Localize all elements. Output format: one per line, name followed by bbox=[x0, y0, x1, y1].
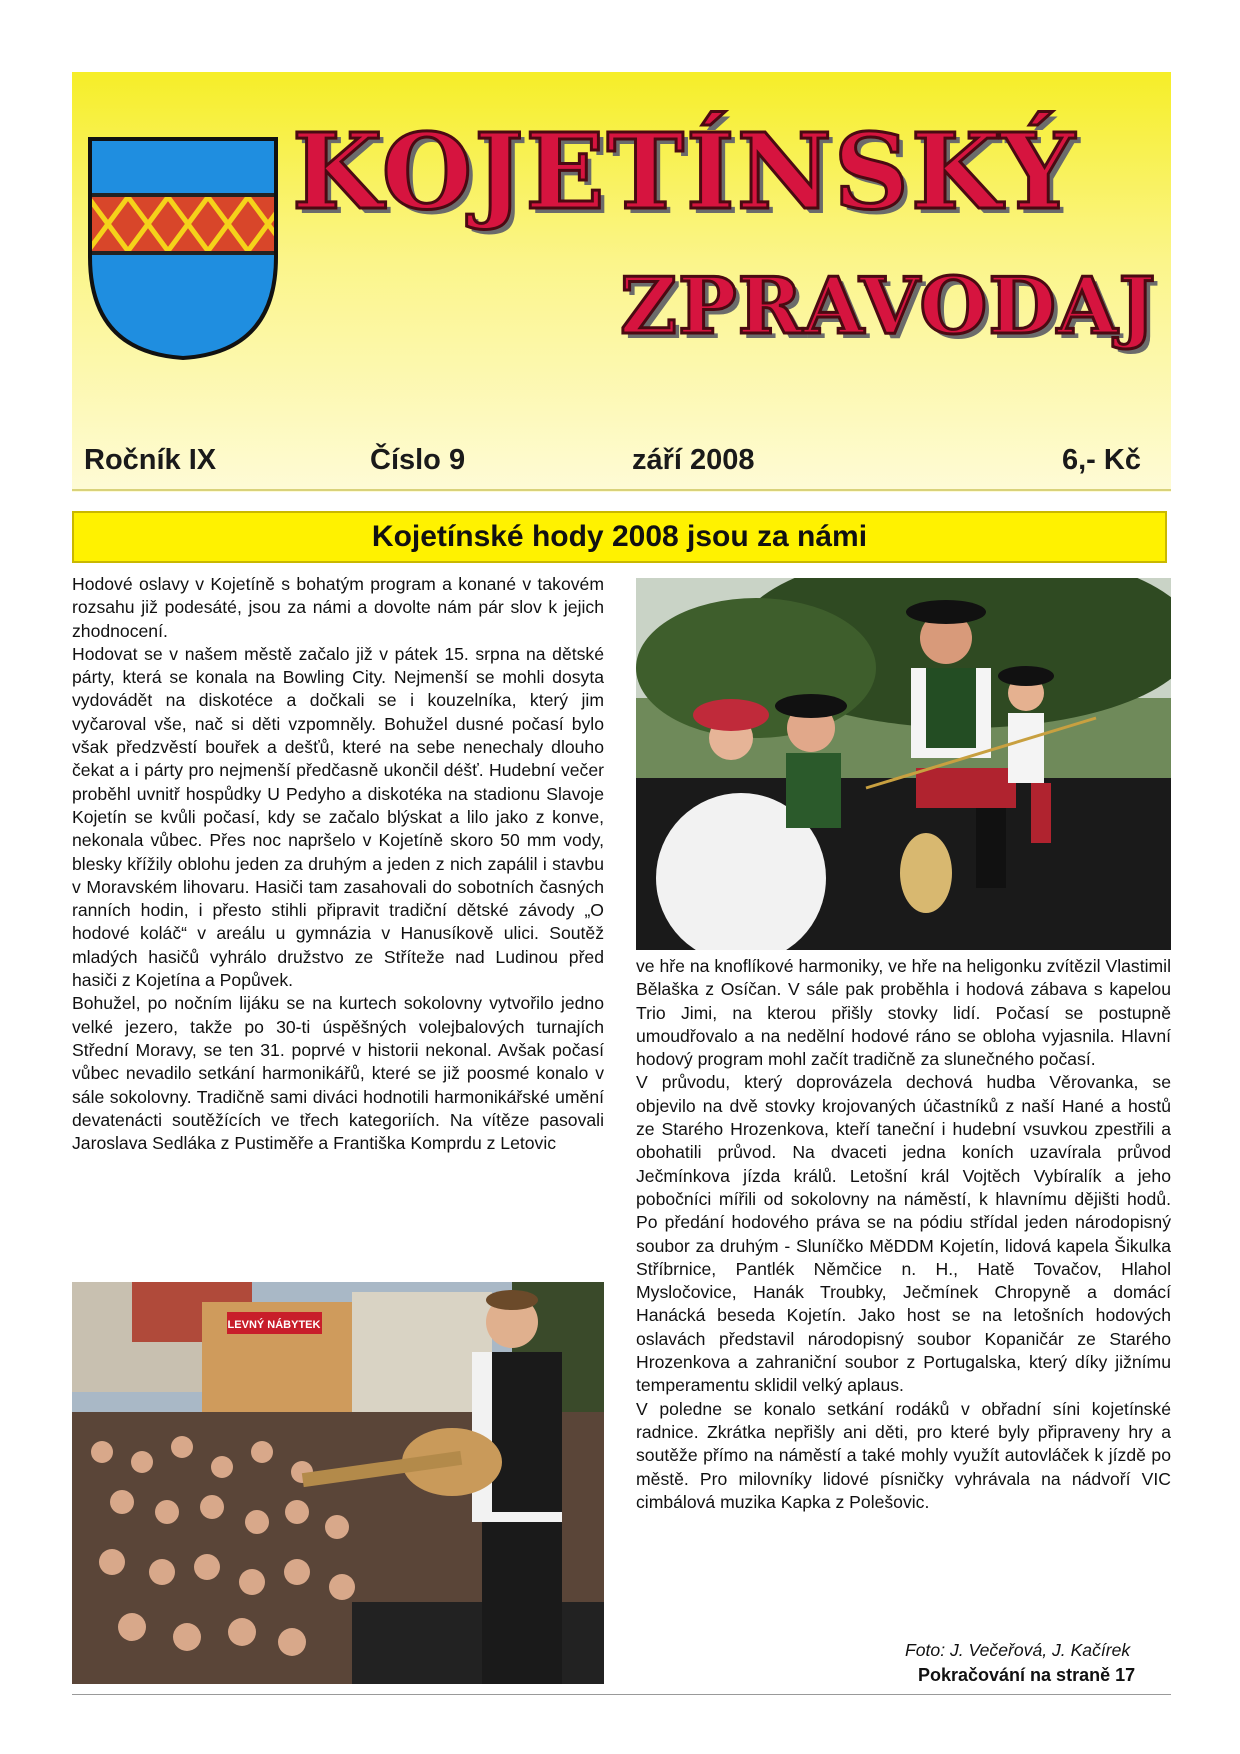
photo-carriage bbox=[636, 578, 1171, 950]
paragraph: V průvodu, který doprovázela dechová hudba Věrovanka, se objevilo na dvě stovky krojovaných účastníků z naší Hané a hostů ze Starého Hrozenkova, kteří taneční i hudební vsuvkou zpestřili a obohatili průvod. Na dvaceti jedna koních uzavírala průvod Ječmínkova jízda králů. Letošní král Vojtěch Vybíralík a jeho pobočníci mířili od sokolovny na náměstí, k hlavnímu dějišti hodů. Po předání hodového práva se na pódiu střídal jeden národopisný soubor za druhým - Sluníčko MěDDM Kojetín, lidová kapela Šikulka Stříbrnice, Pantlék Němčice n. H., Hatě Tovačov, Hlahol Mysločovice, Hanák Troubky, Ječmínek Chropyně a domácí Hanácká beseda Kojetín. Jako host se na letošních hodových oslavách představil národopisný soubor Kopaničár ze Starého Hrozenkova a zahraniční soubor z Portugalska, který díky jižnímu temperamentu sklidil velký aplaus. bbox=[636, 1072, 1171, 1396]
paragraph: Bohužel, po nočním lijáku se na kurtech sokolovny vytvořilo jedno velké jezero, takže po 30-ti úspěšných volejbalových turnajích Střední Moravy, se ten 31. poprvé v historii nekonal. Avšak počasí vůbec nevadilo setkání harmonikářů, které se již poosmé konalo v sále sokolovny. Tradičně sami diváci hodnotili harmonikářské umění devatenácti soutěžících ve třech kategoriích. Na vítěze pasovali Jaroslava Sedláka z Pustiměře a Františka Komprdu z Letovic bbox=[72, 993, 604, 1154]
continuation-note[interactable]: Pokračování na straně 17 bbox=[918, 1665, 1136, 1685]
issue-number: Číslo 9 bbox=[370, 444, 466, 476]
photo-concert bbox=[72, 1282, 604, 1684]
coat-of-arms-icon bbox=[88, 137, 278, 360]
paragraph: Hodové oslavy v Kojetíně s bohatým program a konané v takovém rozsahu již podesáté, jsou za námi a dovolte nám pár slov k jejich zhodnocení. bbox=[72, 574, 604, 641]
paragraph: V poledne se konalo setkání rodáků v obřadní síni kojetínské radnice. Zkrátka nepřišly ani děti, pro které byly připraveny hry a soutěže přímo na náměstí a také mohly využít autovláček k jízdě po městě. Pro milovníky lidové písničky vyhrávala na nádvoří VIC cimbálová muzika Kapka z Polešovic. bbox=[636, 1398, 1171, 1512]
paragraph: Hodovat se v našem městě začalo již v pátek 15. srpna na dětské párty, která se konala na Bowling City. Nejmenší se mohli dosyta vydovádět na diskotéce a dočkali se i kouzelníka, který jim vyčaroval vše, nač si děti vzpomněly. Bohužel dusné počasí bylo však předzvěstí bouřek a dešťů, které na sebe nenechaly dlouho čekat a i párty pro nejmenší předčasně ukončil déšť. Hudební večer proběhl uvnitř hospůdky U Pedyho a diskotéka na stadionu Slavoje Kojetín se kvůli počasí, kdy se začalo blýskat a lilo jako z konve, nekonala vůbec. Přes noc napršelo v Kojetíně skoro 50 mm vody, blesky křížily oblohu jeden za druhým a jeden z nich zapálil i stavbu v Moravském lihovaru. Hasiči tam zasahovali do sobotních časných ranních hodin, i přesto stihli připravit tradiční dětské závody „O hodové koláč“ v areálu u gymnázia v Hanusíkově ulici. Soutěž mladých hasičů vyhrálo družstvo ze Střítеže nad Ludinou před hasiči z Kojetína a Popůvek. bbox=[72, 643, 604, 991]
newspaper-title-line1: KOJETÍNSKÝ bbox=[292, 110, 1077, 233]
newspaper-title-line2: ZPRAVODAJ bbox=[620, 261, 1157, 352]
issue-date: září 2008 bbox=[632, 444, 755, 476]
volume-label: Ročník IX bbox=[84, 444, 217, 476]
issue-price: 6,- Kč bbox=[1062, 444, 1141, 476]
right-column bbox=[636, 955, 1171, 1640]
article-headline: Kojetínské hody 2008 jsou za námi bbox=[72, 511, 1167, 563]
shop-sign: LEVNÝ NÁBYTEK bbox=[227, 1319, 321, 1331]
bottom-divider bbox=[72, 1694, 1171, 1695]
photo-credit: Foto: J. Večeřová, J. Kačírek bbox=[905, 1640, 1131, 1660]
masthead-divider bbox=[72, 489, 1171, 491]
paragraph: ve hře na knoflíkové harmoniky, ve hře na heligonku zvítězil Vlastimil Bělaška z Osíčan. V sále pak proběhla i hodová zábava s kapelou Trio Jimi, na kterou přišly stovky lidí. Počasí se postupně umoudřovalo a na nedělní hodové ráno se obloha vyjasnila. Hlavní hodový program mohl začít tradičně za slunečného počasí. bbox=[636, 956, 1171, 1070]
left-column bbox=[72, 573, 604, 1268]
